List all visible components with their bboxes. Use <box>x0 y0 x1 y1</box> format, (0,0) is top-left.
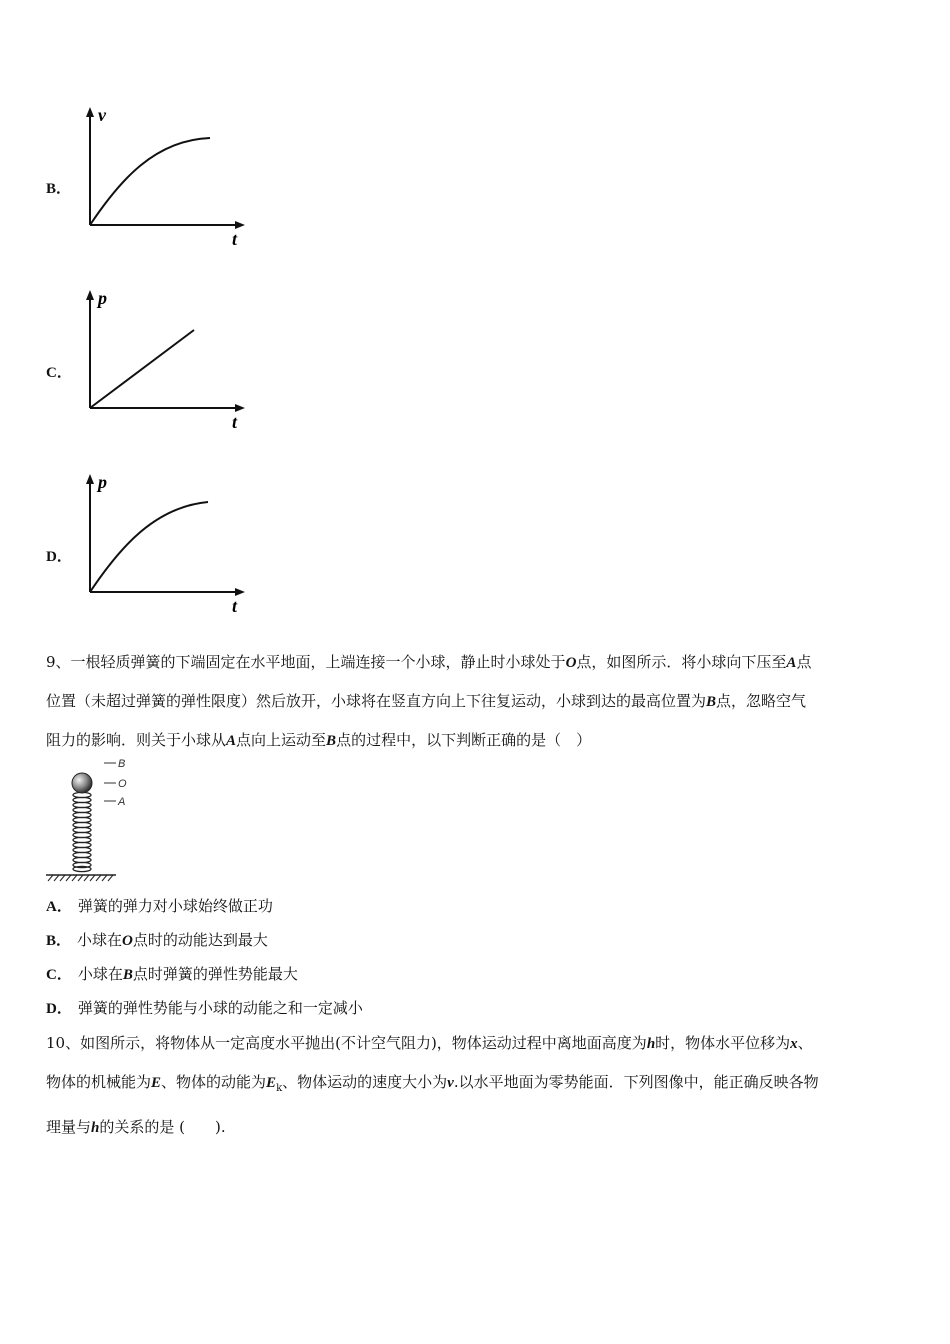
answer-c: C． 小球在B点时弹簧的弹性势能最大 <box>46 965 298 983</box>
x-axis-label: t <box>232 229 238 249</box>
y-axis-arrow <box>86 107 94 117</box>
label-a: A <box>118 796 126 808</box>
x-axis-arrow <box>235 221 245 229</box>
option-c-graph <box>80 288 250 433</box>
y-axis-arrow <box>86 290 94 300</box>
curve <box>90 502 208 592</box>
y-axis-arrow <box>86 474 94 484</box>
curve <box>90 138 210 225</box>
spring-ball-figure <box>44 755 144 885</box>
question-9-line-3: 阻力的影响．则关于小球从A点向上运动至B点的过程中，以下判断正确的是（ ） <box>46 731 592 749</box>
option-b-graph <box>80 105 250 250</box>
label-o: O <box>118 778 127 790</box>
question-10-line-3: 理量与h的关系的是 ( ). <box>46 1118 226 1136</box>
y-axis-label: v <box>98 105 106 125</box>
option-d-label: D． <box>46 549 72 565</box>
answer-a: A． 弹簧的弹力对小球始终做正功 <box>46 897 273 915</box>
question-10-text <box>46 1024 908 1147</box>
question-9-line-1: 9、一根轻质弹簧的下端固定在水平地面，上端连接一个小球，静止时小球处于O点，如图所示．将小球向下压至A点 <box>46 653 812 671</box>
question-9-text <box>46 643 908 760</box>
spring-coil <box>73 792 91 871</box>
ground-hatch <box>48 875 113 881</box>
x-axis-label: t <box>232 412 238 432</box>
x-axis-arrow <box>235 404 245 412</box>
y-axis-label: p <box>98 472 107 492</box>
question-10-line-1: 10、如图所示，将物体从一定高度水平抛出(不计空气阻力)，物体运动过程中离地面高度为h时，物体水平位移为x、 <box>46 1034 813 1052</box>
ball <box>72 773 92 793</box>
answer-b: B． 小球在O点时的动能达到最大 <box>46 931 268 949</box>
line <box>90 330 194 408</box>
question-10-line-2: 物体的机械能为E、物体的动能为$E_k$、物体运动的速度大小为v.以水平地面为零势能面．下列图像中，能正确反映各物 <box>46 1073 819 1094</box>
x-axis-arrow <box>235 588 245 596</box>
option-c-label: C． <box>46 365 72 381</box>
label-b: B <box>118 758 126 770</box>
option-b-label: B． <box>46 181 72 197</box>
y-axis-label: p <box>98 288 107 308</box>
option-d-graph <box>80 472 250 617</box>
answer-d: D． 弹簧的弹性势能与小球的动能之和一定减小 <box>46 999 363 1017</box>
x-axis-label: t <box>232 596 238 616</box>
question-9-line-2: 位置（未超过弹簧的弹性限度）然后放开，小球将在竖直方向上下往复运动，小球到达的最高位置为B点，忽略空气 <box>46 692 807 710</box>
